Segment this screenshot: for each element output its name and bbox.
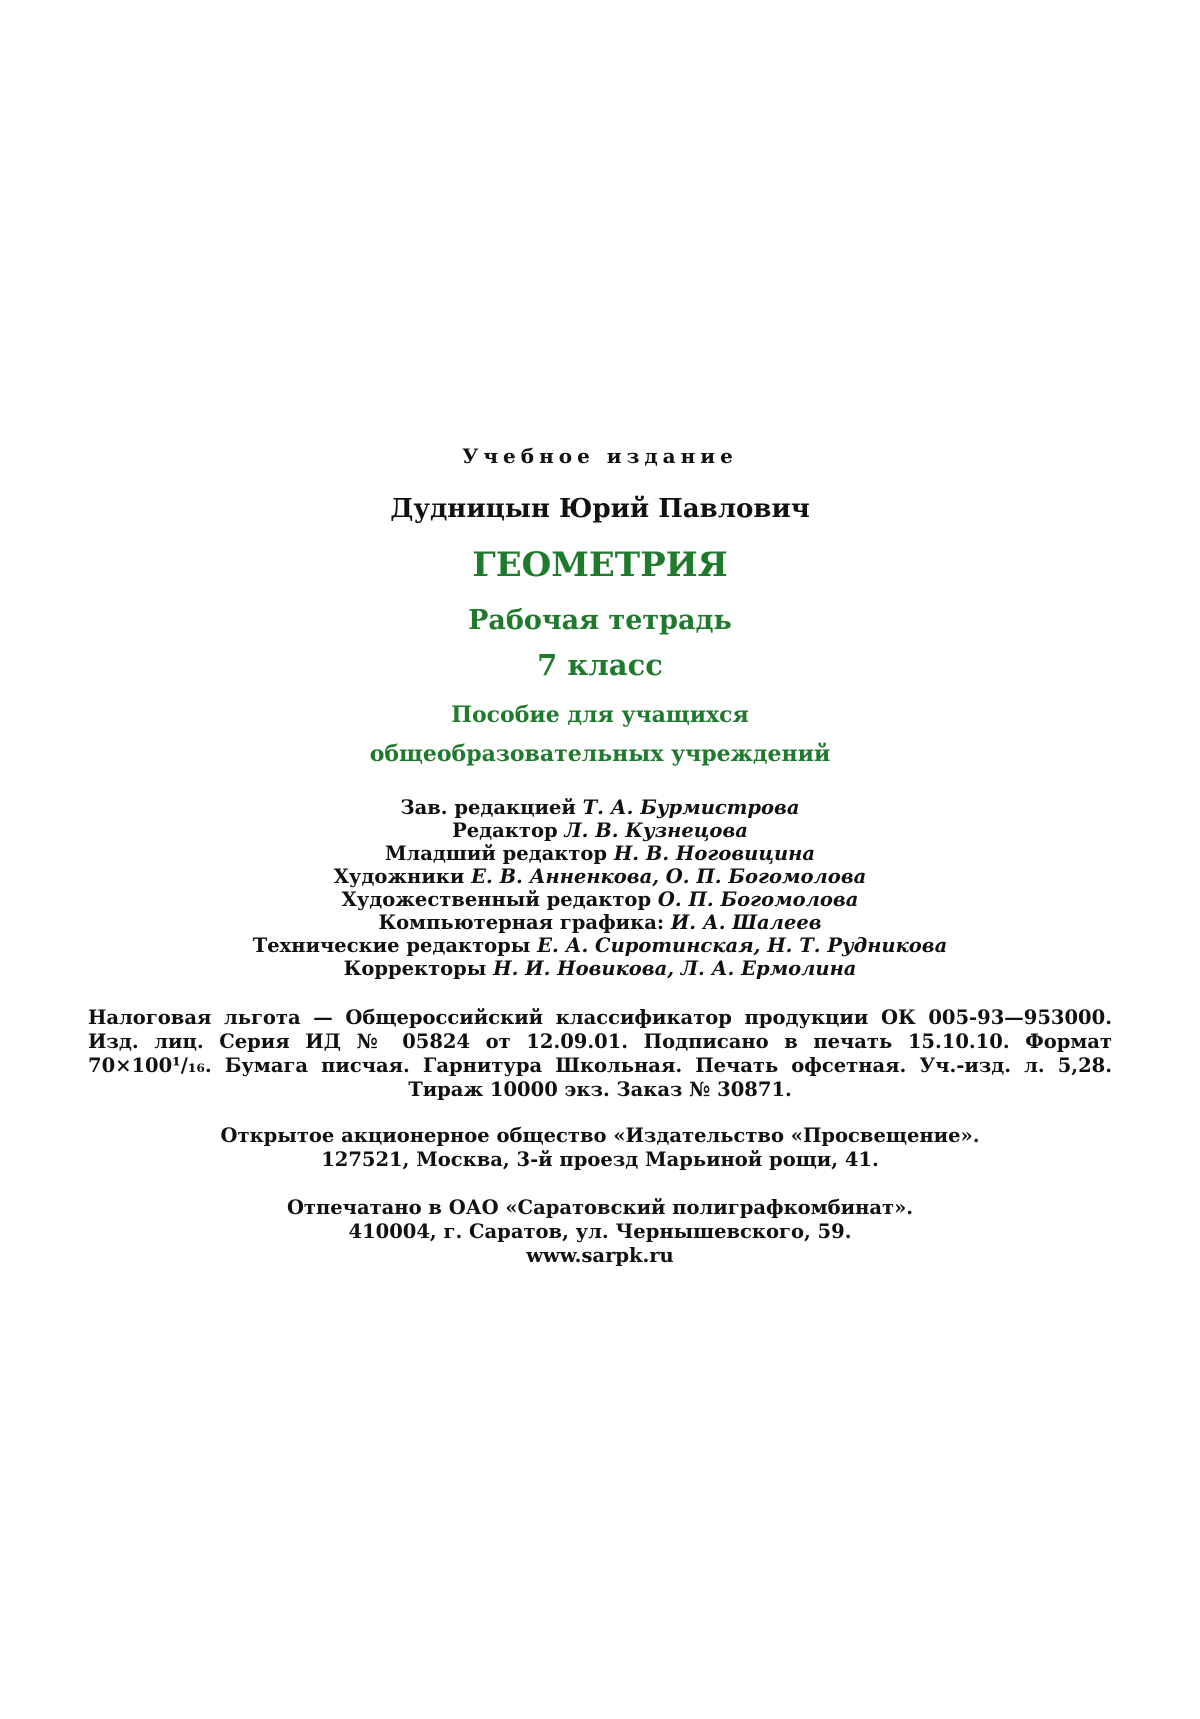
edition-type: Учебное издание [462,444,738,468]
credit-line [0,934,1200,957]
credit-role: Зав. редакцией [400,796,576,819]
printer-address: 410004, г. Саратов, ул. Чернышевского, 59. [348,1220,852,1243]
publisher-address: 127521, Москва, 3-й проезд Марьиной рощи, 41. [321,1148,879,1171]
credit-line [0,865,1200,888]
credit-names: Е. В. Анненкова, О. П. Богомолова [471,865,867,888]
credit-names: Т. А. Бурмистрова [582,796,800,819]
credit-names: О. П. Богомолова [657,888,859,911]
credit-names: И. А. Шалеев [670,911,822,934]
technical-info-line: Тираж 10000 экз. Заказ № 30871. [408,1078,792,1101]
credit-role: Редактор [452,819,558,842]
credit-role: Корректоры [343,957,487,980]
credit-role: Технические редакторы [252,934,531,957]
credit-line [0,911,1200,934]
credit-line [0,819,1200,842]
publisher-name: Открытое акционерное общество «Издательство «Просвещение». [220,1124,980,1147]
technical-info-line: Изд. лиц. Серия ИД № 05824 от 12.09.01. Подписано в печать 15.10.10. Формат [88,1030,1112,1053]
credit-line [0,957,1200,980]
credit-role: Художники [333,865,465,888]
book-subtitle: Рабочая тетрадь [468,605,732,636]
credit-role: Художественный редактор [341,888,652,911]
credit-names: Н. В. Ноговицина [613,842,816,865]
credit-role: Младший редактор [384,842,608,865]
printer-website: www.sarpk.ru [526,1244,674,1267]
credit-role: Компьютерная графика: [378,911,665,934]
author-name: Дудницын Юрий Павлович [390,494,810,524]
technical-info-line: 70×100¹/₁₆. Бумага писчая. Гарнитура Школьная. Печать офсетная. Уч.-изд. л. 5,28. [88,1054,1112,1077]
credit-names: Е. А. Сиротинская, Н. Т. Рудникова [537,934,948,957]
credit-names: Л. В. Кузнецова [564,819,748,842]
credit-line [0,888,1200,911]
credit-names: Н. И. Новикова, Л. А. Ермолина [493,957,857,980]
printer-name: Отпечатано в ОАО «Саратовский полиграфкомбинат». [286,1196,914,1219]
book-grade: 7 класс [537,648,663,682]
book-title: ГЕОМЕТРИЯ [472,545,728,585]
book-description-line1: Пособие для учащихся [451,702,749,728]
credit-line [0,842,1200,865]
credit-line [0,796,1200,819]
book-description-line2: общеобразовательных учреждений [369,741,831,767]
technical-info-line: Налоговая льгота — Общероссийский классификатор продукции ОК 005-93—953000. [88,1006,1112,1029]
